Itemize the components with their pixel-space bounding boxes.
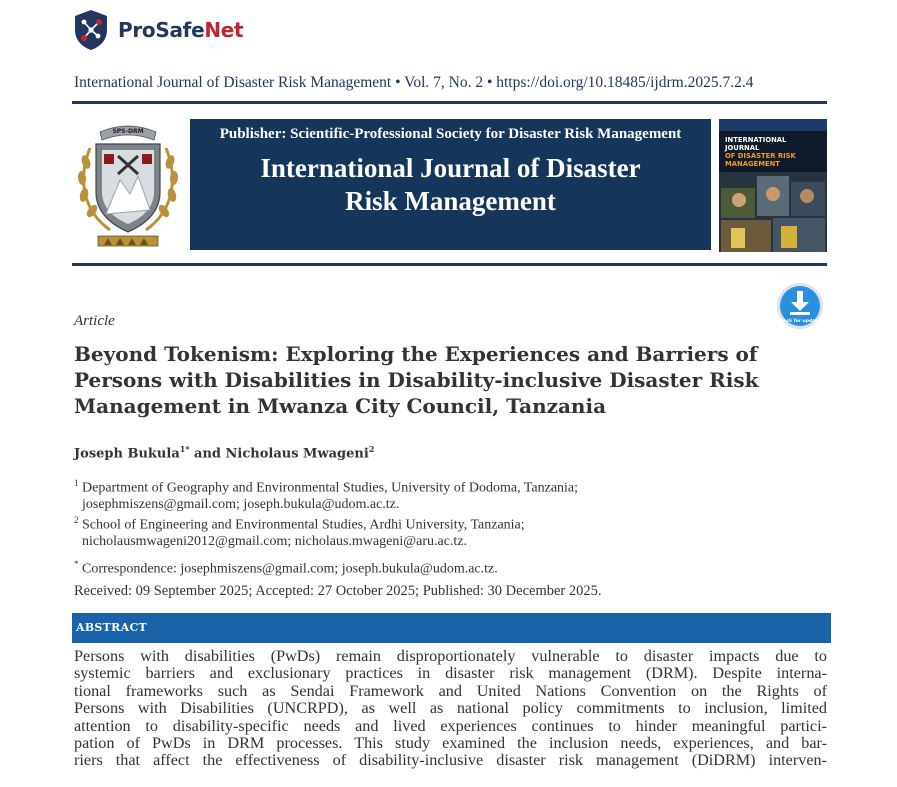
abstract-line: systemic barriers and exclusionary practices in disaster risk management (DRM). Despite interna- [74, 664, 827, 683]
affiliation-1-line-1: Department of Geography and Environmental Studies, University of Dodoma, Tanzania; [82, 480, 579, 496]
journal-title [190, 152, 711, 218]
affiliation-1-number: 1 [74, 478, 79, 488]
journal-cover-image [719, 119, 827, 252]
publisher-line: Publisher: Scientific-Professional Society for Disaster Risk Management [219, 126, 682, 142]
abstract-heading: ABSTRACT [76, 621, 147, 634]
affiliation-1-line-2: josephmiszens@gmail.com; joseph.bukula@udom.ac.tz. [82, 496, 400, 512]
correspondence [74, 556, 498, 578]
society-emblem [76, 118, 180, 256]
top-divider [72, 101, 827, 104]
author-1: Joseph Bukula [74, 446, 180, 462]
affiliation-2 [74, 512, 525, 550]
author-1-superscript: 1* [179, 444, 190, 454]
journal-title-line-2: Risk Management [345, 186, 556, 216]
affiliation-2-line-1: School of Engineering and Environmental Studies, Ardhi University, Tanzania; [82, 517, 525, 533]
abstract-body [74, 648, 827, 770]
cover-title [719, 131, 827, 168]
check-for-updates-button[interactable] [776, 282, 824, 330]
journal-banner [190, 119, 711, 250]
abstract-heading-bar [72, 613, 831, 643]
svg-text:SPS-DRM: SPS-DRM [112, 128, 144, 135]
logo-text-primary: ProSafe [118, 18, 205, 42]
author-list [74, 444, 374, 461]
author-2-superscript: 2 [368, 444, 375, 454]
affiliation-2-line-2: nicholausmwageni2012@gmail.com; nicholaus.mwageni@aru.ac.tz. [82, 533, 468, 549]
article-title: Beyond Tokenism: Exploring the Experiences and Barriers of Persons with Disabilities in Disability-inclusive Disaster Risk Management in Mwanza City Council, Tanzania [74, 342, 759, 418]
journal-citation-line: International Journal of Disaster Risk Management • Vol. 7, No. 2 • https://doi.org/10.18485/ijdrm.2025.7.2.4 [74, 74, 754, 91]
correspondence-mark: * [74, 559, 79, 569]
shield-network-icon [72, 8, 110, 52]
author-2: Nicholaus Mwageni [225, 446, 369, 462]
abstract-line: riers that affect the effectiveness of disability-inclusive disaster risk management (DiDRM) interven- [74, 751, 827, 770]
affiliation-2-number: 2 [74, 515, 79, 525]
abstract-line: attention to disability-specific needs and lived experiences continues to hinder meaningful partici- [74, 716, 827, 735]
abstract-line: Persons with Disabilities (UNCRPD), as well as national policy commitments to inclusion, limited [74, 699, 827, 718]
prosafenet-logo [72, 8, 243, 52]
abstract-line: tional frameworks such as Sendai Framework and United Nations Convention on the Rights of [74, 681, 827, 700]
publication-dates: Received: 09 September 2025; Accepted: 27 October 2025; Published: 30 December 2025. [74, 583, 602, 599]
journal-title-line-1: International Journal of Disaster [260, 153, 641, 183]
cover-title-line-2: OF DISASTER RISK [725, 152, 796, 160]
abstract-line: pation of PwDs in DRM processes. This study examined the inclusion needs, experiences, and bar- [74, 734, 827, 753]
logo-text-accent: Net [204, 18, 244, 42]
logo-wordmark [118, 18, 243, 42]
check-updates-label: Check for updates [776, 319, 824, 324]
author-connector: and [189, 446, 226, 462]
correspondence-text: Correspondence: josephmiszens@gmail.com; joseph.bukula@udom.ac.tz. [82, 561, 498, 577]
abstract-line: Persons with disabilities (PwDs) remain disproportionately vulnerable to disaster impacts due to [74, 647, 827, 665]
cover-title-line-3: MANAGEMENT [725, 160, 780, 168]
header-bottom-divider [72, 263, 827, 266]
article-type: Article [74, 313, 115, 329]
cover-photo-collage [719, 168, 827, 252]
affiliation-1 [74, 475, 578, 513]
cover-title-line-1: INTERNATIONAL JOURNAL [725, 136, 787, 152]
